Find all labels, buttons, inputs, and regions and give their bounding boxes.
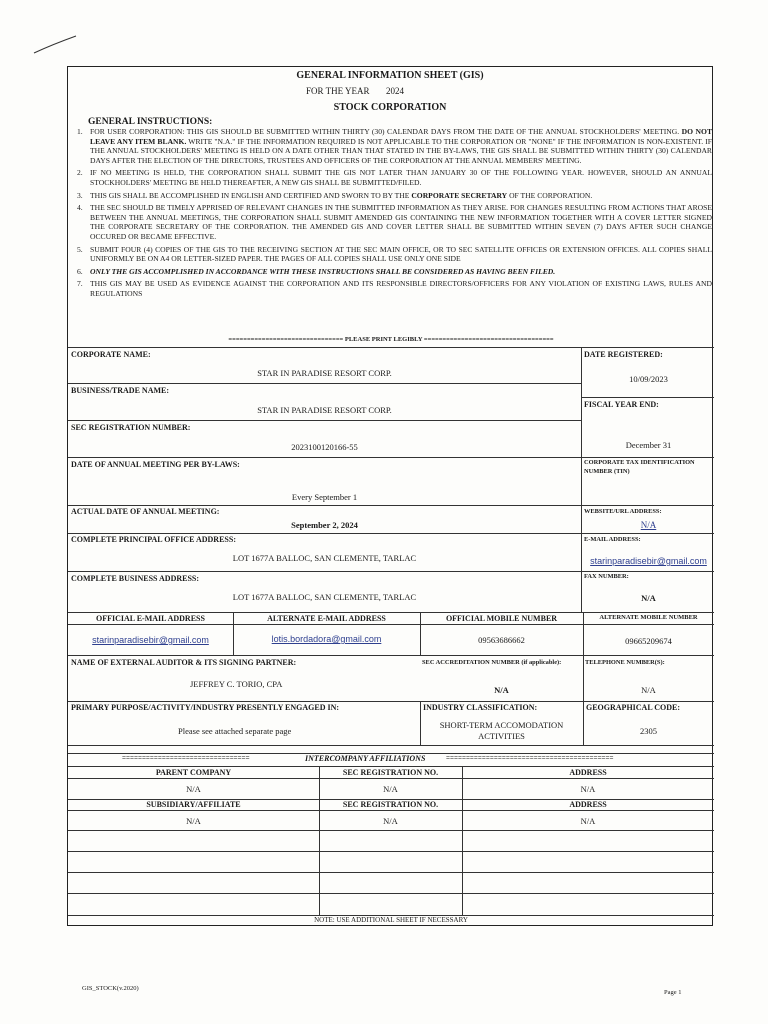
sec-accreditation-value: N/A [494, 685, 509, 695]
tin-label-line-2: NUMBER (TIN) [584, 468, 630, 475]
rule [68, 571, 714, 572]
form-title: GENERAL INFORMATION SHEET (GIS) [296, 70, 484, 81]
telephone-value: N/A [641, 685, 656, 695]
rule [68, 851, 714, 852]
rule [68, 701, 714, 702]
year-label: FOR THE YEAR [306, 86, 370, 96]
subsidiary-address-header: ADDRESS [569, 800, 607, 809]
alternate-mobile-value: 09665209674 [625, 636, 672, 646]
additional-sheet-note: NOTE: USE ADDITIONAL SHEET IF NECESSARY [314, 916, 468, 924]
rule [68, 745, 714, 746]
actual-meeting-value: September 2, 2024 [291, 520, 358, 530]
rule [68, 383, 581, 384]
rule [68, 778, 714, 779]
corporate-name-value: STAR IN PARADISE RESORT CORP. [257, 368, 392, 378]
official-mobile-value: 09563686662 [478, 635, 525, 645]
instructions-list [74, 127, 712, 299]
rule [68, 766, 714, 767]
rule [68, 347, 714, 348]
parent-company-header: PARENT COMPANY [155, 768, 232, 777]
parent-address-header: ADDRESS [569, 768, 607, 777]
instruction-item: 2. IF NO MEETING IS HELD, THE CORPORATION SHALL SUBMIT THE GIS NOT LATER THAN JANUARY 30 OF THE FOLLOWING YEAR. HOWEVER, SHOULD AN ANNUAL STOCKHOLDERS' MEETING BE HELD THEREAFTER, A NEW GIS SHALL BE SUBMITTED/FILED. [77, 168, 712, 187]
rule [68, 830, 714, 831]
subsidiary-sec-header: SEC REGISTRATION NO. [342, 800, 439, 809]
rule [68, 872, 714, 873]
fax-label: FAX NUMBER: [584, 573, 629, 580]
annual-meeting-bylaws-label: DATE OF ANNUAL MEETING PER BY-LAWS: [71, 460, 240, 469]
instruction-item: 3. THIS GIS SHALL BE ACCOMPLISHED IN ENGLISH AND CERTIFIED AND SWORN TO BY THE CORPORATE SECRETARY OF THE CORPORATION. [77, 190, 593, 200]
sec-registration-label: SEC REGISTRATION NUMBER: [71, 423, 191, 432]
rule [68, 533, 714, 534]
business-name-value: STAR IN PARADISE RESORT CORP. [257, 405, 392, 415]
print-legibly-banner: =============================== PLEASE PRINT LEGIBLY =================================== [228, 336, 554, 343]
parent-company-value: N/A [186, 784, 201, 794]
rule [68, 612, 714, 613]
principal-office-label: COMPLETE PRINCIPAL OFFICE ADDRESS: [71, 535, 236, 544]
tin-label-line-1: CORPORATE TAX IDENTIFICATION [584, 459, 695, 466]
actual-meeting-label: ACTUAL DATE OF ANNUAL MEETING: [71, 507, 220, 516]
corporation-type: STOCK CORPORATION [333, 102, 447, 113]
industry-label: INDUSTRY CLASSIFICATION: [423, 703, 538, 712]
page-number: Page 1 [664, 989, 682, 996]
email-label: E-MAIL ADDRESS: [584, 536, 641, 543]
primary-purpose-value: Please see attached separate page [178, 726, 292, 736]
affiliations-rule-right: ========================================== [446, 754, 614, 762]
date-registered-value: 10/09/2023 [629, 374, 668, 384]
parent-address-value: N/A [580, 784, 596, 794]
auditor-label: NAME OF EXTERNAL AUDITOR & ITS SIGNING PARTNER: [71, 658, 297, 667]
date-registered-label: DATE REGISTERED: [584, 350, 663, 359]
rule [68, 505, 714, 506]
corporate-name-label: CORPORATE NAME: [71, 350, 151, 359]
website-label: WEBSITE/URL ADDRESS: [584, 508, 662, 515]
affiliations-title: INTERCOMPANY AFFILIATIONS [305, 754, 426, 763]
parent-sec-header: SEC REGISTRATION NO. [342, 768, 439, 777]
instruction-item: 1. FOR USER CORPORATION: THIS GIS SHOULD BE SUBMITTED WITHIN THIRTY (30) CALENDAR DAYS FROM THE DATE OF THE ANNUAL STOCKHOLDERS' MEETING. DO NOT LEAVE ANY ITEM BLANK. WRITE "N.A." IF THE INFORMATION REQUIRED IS NOT APPLICABLE TO THE CORPORATION OR "NONE" IF THE INFORMATION IS NON-EXISTENT. IF THE ANNUAL STOCKHOLDERS' MEETING IS HELD ON A DATE OTHER THAN THAT STATED IN THE BY-LAWS, THE GIS SHALL BE SUBMITTED WITHIN THIRTY (30) CALENDAR DAYS AFTER THE ELECTION OF THE DIRECTORS, TRUSTEES AND OFFICERS OF THE CORPORATION AT THE ANNUAL MEMBERS' MEETING. [77, 127, 713, 165]
instruction-item: 4. THE SEC SHOULD BE TIMELY APPRISED OF RELEVANT CHANGES IN THE SUBMITTED INFORMATION AS THEY ARISE. FOR CHANGES RESULTING FROM ACTIONS THAT AROSE BETWEEN THE ANNUAL MEETINGS, THE CORPORATION SHALL SUBMIT AMENDED GIS CONTAINING THE NEW INFORMATION TOGETHER WITH A COVER LETTER SIGNED THE CORPORATE SECRETARY OF THE CORPORATION. THE AMENDED GIS AND COVER LETTER SHALL BE SUBMITTED WITHIN SEVEN (7) DAYS AFTER SUCH CHANGE OCCURED OR BECAME EFFECTIVE. [77, 203, 712, 241]
rule [581, 347, 582, 612]
primary-purpose-label: PRIMARY PURPOSE/ACTIVITY/INDUSTRY PRESENTLY ENGAGED IN: [71, 703, 340, 712]
alternate-email-value[interactable]: lotis.bordadora@gmail.com [271, 634, 382, 644]
annual-meeting-bylaws-value: Every September 1 [291, 492, 358, 502]
rule [68, 457, 714, 458]
rule [68, 810, 714, 811]
alternate-email-label: ALTERNATE E-MAIL ADDRESS [267, 614, 386, 623]
auditor-value: JEFFREY C. TORIO, CPA [190, 679, 283, 689]
principal-office-value: LOT 1677A BALLOC, SAN CLEMENTE, TARLAC [232, 553, 417, 563]
instruction-item: 5. SUBMIT FOUR (4) COPIES OF THE GIS TO THE RECEIVING SECTION AT THE SEC MAIN OFFICE, OR TO SEC SATELLITE OFFICES OR EXTENSION OFFICES. ALL COPIES SHALL UNIFORMLY BE ON A4 OR LETTER-SIZED PAPER. THE PAGES OF ALL COPIES SHALL USE ONLY ONE SIDE [77, 244, 712, 264]
official-email-label: OFFICIAL E-MAIL ADDRESS [96, 614, 205, 623]
industry-value-line-1: SHORT-TERM ACCOMODATION [439, 720, 564, 730]
email-value[interactable]: starinparadisebir@gmail.com [590, 556, 707, 566]
subsidiary-sec-value: N/A [383, 816, 398, 826]
geo-code-value: 2305 [640, 726, 657, 736]
website-value[interactable]: N/A [640, 520, 657, 530]
telephone-label: TELEPHONE NUMBER(S): [585, 659, 665, 666]
fiscal-year-end-label: FISCAL YEAR END: [584, 400, 659, 409]
affiliations-rule-left: ================================ [122, 754, 250, 762]
fax-value: N/A [641, 593, 656, 603]
rule [68, 624, 714, 625]
instruction-item: 7. THIS GIS MAY BE USED AS EVIDENCE AGAINST THE CORPORATION AND ITS RESPONSIBLE DIRECTORS/OFFICERS FOR ANY VIOLATION OF EXISTING LAWS, RULES AND REGULATIONS [77, 279, 712, 298]
form-code: GIS_STOCK(v.2020) [82, 985, 139, 992]
sec-accreditation-label: SEC ACCREDITATION NUMBER (if applicable): [422, 659, 562, 666]
sec-registration-value: 2023100120166-55 [291, 442, 358, 452]
subsidiary-value: N/A [186, 816, 201, 826]
business-address-value: LOT 1677A BALLOC, SAN CLEMENTE, TARLAC [232, 592, 417, 602]
instructions-title: GENERAL INSTRUCTIONS: [88, 117, 213, 127]
subsidiary-header: SUBSIDIARY/AFFILIATE [146, 800, 241, 809]
industry-value-line-2: ACTIVITIES [478, 731, 525, 741]
pen-mark [32, 34, 78, 56]
fiscal-year-end-value: December 31 [625, 440, 672, 450]
rule [68, 420, 581, 421]
parent-sec-value: N/A [383, 784, 398, 794]
official-email-value[interactable]: starinparadisebir@gmail.com [92, 635, 209, 645]
instruction-item: 6. ONLY THE GIS ACCOMPLISHED IN ACCORDANCE WITH THESE INSTRUCTIONS SHALL BE CONSIDERED AS HAVING BEEN FILED. [77, 266, 556, 276]
alternate-mobile-label: ALTERNATE MOBILE NUMBER [599, 614, 698, 621]
subsidiary-address-value: N/A [580, 816, 596, 826]
official-mobile-label: OFFICIAL MOBILE NUMBER [445, 614, 558, 623]
business-address-label: COMPLETE BUSINESS ADDRESS: [71, 574, 200, 583]
rule [68, 893, 714, 894]
rule [581, 397, 714, 398]
year-value: 2024 [386, 86, 404, 96]
business-name-label: BUSINESS/TRADE NAME: [71, 386, 170, 395]
geo-code-label: GEOGRAPHICAL CODE: [586, 703, 681, 712]
rule [68, 655, 714, 656]
